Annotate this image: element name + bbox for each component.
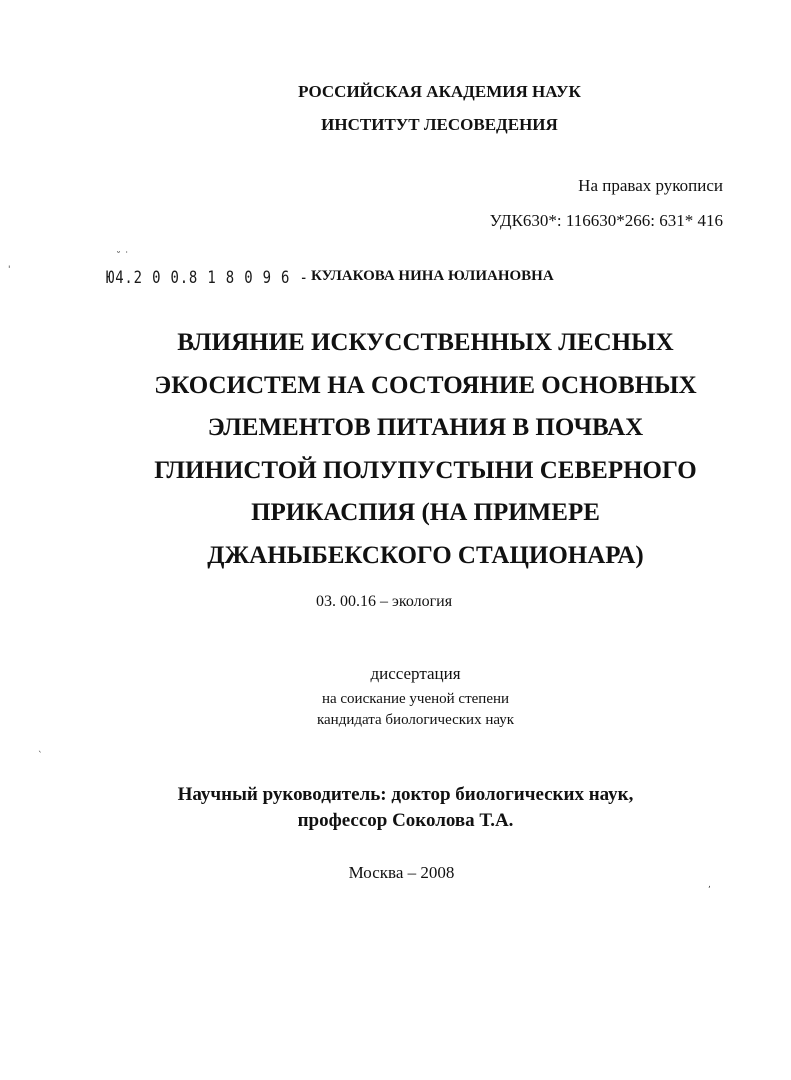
city-year: Москва – 2008 [348,863,455,882]
library-stamp-number: Ю4.2 0 0.8 1 8 0 9 6 - [106,268,309,288]
scan-speck: ` [38,751,43,761]
udk-code: УДК630*: 116630*266: 631* 416 [489,211,723,230]
author-name: КУЛАКОВА НИНА ЮЛИАНОВНА [311,268,554,284]
title-line: ГЛИНИСТОЙ ПОЛУПУСТЫНИ СЕВЕРНОГО [154,456,697,484]
scan-speck: ' [8,265,11,275]
advisor-line-2: профессор Соколова Т.А. [297,810,514,831]
title-line: ВЛИЯНИЕ ИСКУССТВЕННЫХ ЛЕСНЫХ [177,329,674,356]
specialty-code: 03. 00.16 – экология [316,593,453,610]
scan-speck: , [708,880,711,890]
manuscript-rights: На правах рукописи [578,176,723,195]
academy-name: РОССИЙСКАЯ АКАДЕМИЯ НАУК [298,82,581,101]
document-type: диссертация [370,664,461,683]
title-line: ДЖАНЫБЕКСКОГО СТАЦИОНАРА) [207,541,644,569]
dissertation-title [60,322,791,577]
title-line: ЭЛЕМЕНТОВ ПИТАНИЯ В ПОЧВАХ [207,414,644,441]
title-line: ЭКОСИСТЕМ НА СОСТОЯНИЕ ОСНОВНЫХ [154,371,697,399]
stamp-mark: ˘ ˙ [116,251,130,262]
title-line: ПРИКАСПИЯ (НА ПРИМЕРЕ [251,499,600,526]
degree-line-2: кандидата биологических наук [316,712,515,728]
degree-line-1: на соискание ученой степени [321,691,510,707]
advisor-line-1: Научный руководитель: доктор биологических наук, [177,784,634,805]
institute-name: ИНСТИТУТ ЛЕСОВЕДЕНИЯ [321,115,558,134]
